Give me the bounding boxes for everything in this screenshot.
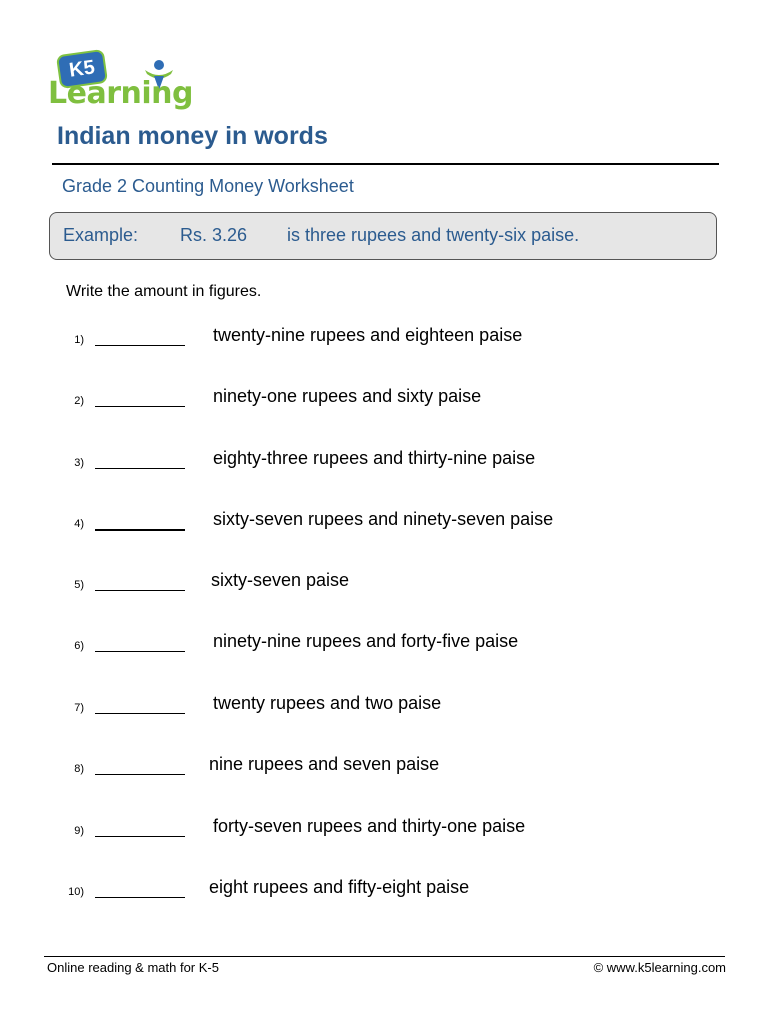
answer-blank[interactable] [95,836,185,837]
problem-number: 5) [74,579,84,591]
answer-blank[interactable] [95,590,185,591]
k5-badge: K5 [56,49,108,89]
problem-number: 9) [74,825,84,837]
problem-item [0,693,768,723]
problem-words: eight rupees and fifty-eight paise [209,877,470,897]
answer-blank[interactable] [95,529,185,531]
problem-item [0,570,768,600]
footer-copyright: © www.k5learning.com [593,960,726,975]
problem-item [0,877,768,907]
problem-words: nine rupees and seven paise [209,754,440,774]
problem-words: ninety-one rupees and sixty paise [213,386,482,406]
example-box [49,212,717,260]
page-title: Indian money in words [57,122,328,150]
problem-item [0,448,768,478]
problem-number: 7) [74,702,84,714]
problem-number: 8) [74,763,84,775]
answer-blank[interactable] [95,651,185,652]
problem-item [0,509,768,539]
problem-number: 10) [68,886,84,898]
k5-learning-logo [48,50,193,114]
problem-item [0,631,768,661]
example-amount: Rs. 3.26 [180,225,248,245]
answer-blank[interactable] [95,345,185,346]
problem-number: 2) [74,395,84,407]
answer-blank[interactable] [95,468,185,469]
problem-number: 6) [74,640,84,652]
problem-item [0,816,768,846]
problem-item [0,754,768,784]
problem-item [0,325,768,355]
problem-item [0,386,768,416]
example-text: is three rupees and twenty-six paise. [287,225,580,245]
problem-words: sixty-seven paise [211,570,350,590]
footer-divider [44,956,725,957]
problem-words: ninety-nine rupees and forty-five paise [213,631,519,651]
instructions: Write the amount in figures. [66,283,262,300]
problem-words: sixty-seven rupees and ninety-seven paise [213,509,554,529]
title-divider [52,163,719,165]
answer-blank[interactable] [95,897,185,898]
logo-wordmark: Learning [48,76,193,111]
answer-blank[interactable] [95,713,185,714]
problem-number: 3) [74,457,84,469]
example-label: Example: [63,225,139,245]
problem-number: 1) [74,334,84,346]
problem-words: twenty rupees and two paise [213,693,442,713]
problem-number: 4) [74,518,84,530]
answer-blank[interactable] [95,406,185,407]
answer-blank[interactable] [95,774,185,775]
problem-words: twenty-nine rupees and eighteen paise [213,325,523,345]
worksheet-subtitle: Grade 2 Counting Money Worksheet [62,176,354,196]
problem-words: eighty-three rupees and thirty-nine paise [213,448,536,468]
problem-words: forty-seven rupees and thirty-one paise [213,816,526,836]
footer-tagline: Online reading & math for K-5 [47,960,219,975]
